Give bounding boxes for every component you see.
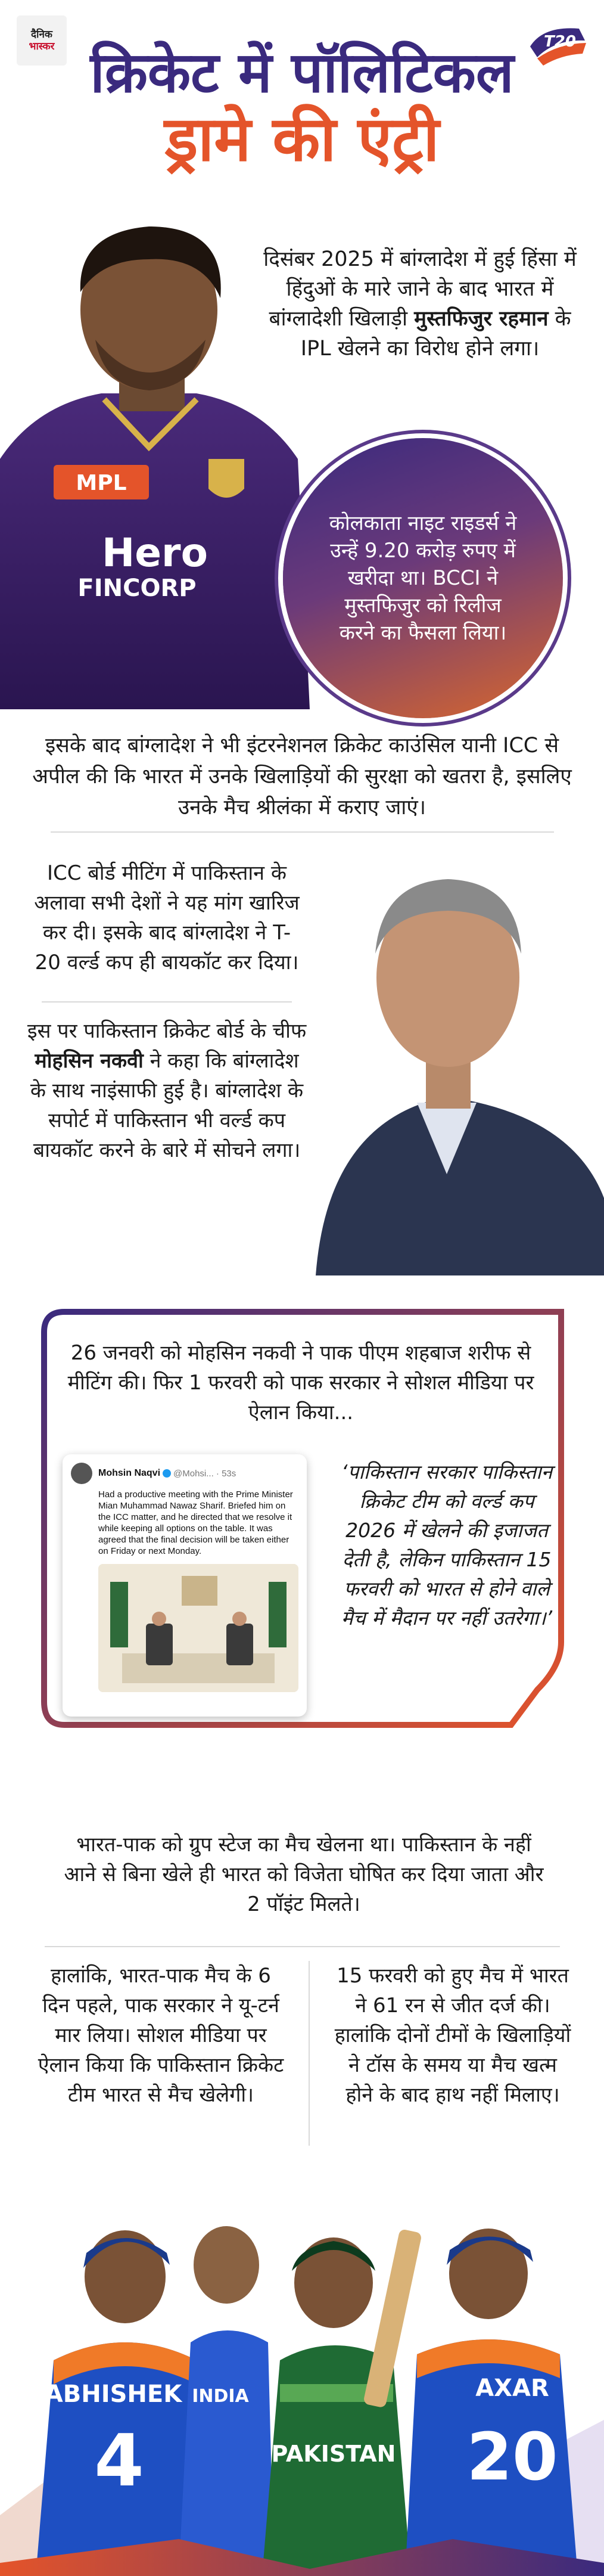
title-line-1: क्रिकेट में पॉलिटिकल bbox=[90, 41, 514, 105]
meeting-photo-illustration bbox=[98, 1564, 298, 1692]
divider-1 bbox=[51, 831, 554, 833]
naqvi-name: मोहसिन नकवी bbox=[35, 1049, 144, 1073]
jersey-sponsor-fincorp: FINCORP bbox=[77, 575, 197, 602]
verified-badge-icon bbox=[163, 1469, 171, 1478]
tweet-meeting-photo[interactable] bbox=[98, 1564, 298, 1692]
logo-line-2: भास्कर bbox=[29, 41, 55, 52]
team-name-india: INDIA bbox=[192, 2386, 249, 2407]
jersey-sponsor-mpl: MPL bbox=[76, 471, 127, 495]
u-turn-paragraph: हालांकि, भारत-पाक मैच के 6 दिन पहले, पाक सरकार ने यू-टर्न मार लिया। सोशल मीडिया पर ऐलान किया कि पाकिस्तान क्रिकेट टीम भारत से मैच खेलेगी। bbox=[38, 1964, 284, 2107]
board-meeting-paragraph: ICC बोर्ड मीटिंग में पाकिस्तान के अलावा सभी देशों ने यह मांग खारिज कर दी। इसके बाद बांग्लादेश ने T-20 वर्ल्ड कप ही बायकॉट कर दिया। bbox=[34, 861, 300, 974]
t20-badge-text: T20 bbox=[544, 33, 576, 51]
tweet-avatar[interactable] bbox=[71, 1463, 92, 1484]
mohsin-naqvi-photo bbox=[292, 840, 604, 1275]
divider-2 bbox=[42, 1001, 292, 1003]
player-name-axar: AXAR bbox=[475, 2375, 549, 2402]
logo-line-1: दैनिक bbox=[31, 29, 52, 41]
player-number-4: 4 bbox=[94, 2420, 144, 2503]
kkr-callout-text: कोलकाता नाइट राइडर्स ने उन्हें 9.20 करोड़ रुपए में खरीदा था। BCCI ने मुस्तफिजुर को रिलीज करने का फैसला लिया। bbox=[329, 511, 517, 645]
jersey-sponsor-hero: Hero bbox=[102, 530, 208, 576]
meeting-paragraph: 26 जनवरी को मोहसिन नकवी ने पाक पीएम शहबाज शरीफ से मीटिंग की। फिर 1 फरवरी को पाक सरकार ने सोशल मीडिया पर ऐलान किया... bbox=[67, 1341, 534, 1424]
naqvi-paragraph bbox=[24, 1016, 310, 1165]
group-stage-paragraph: भारत-पाक को ग्रुप स्टेज का मैच खेलना था। पाकिस्तान के नहीं आने से बिना खेले ही भारत को विजेता घोषित कर दिया जाता और 2 पॉइंट मिलते। bbox=[64, 1833, 544, 1916]
tweet-body: Had a productive meeting with the Prime Minister Mian Muhammad Nawaz Sharif. Briefed him on the ICC matter, and he directed that we resolve it while keeping all options on the table. It was agreed that the final decision will be taken either on Friday or next Monday. bbox=[98, 1489, 293, 1556]
naqvi-pre: इस पर पाकिस्तान क्रिकेट बोर्ड के चीफ bbox=[27, 1019, 307, 1043]
team-name-pakistan: PAKISTAN bbox=[271, 2441, 396, 2467]
players-photo bbox=[0, 2205, 604, 2576]
tweet-handle: @Mohsi... · 53s bbox=[173, 1468, 236, 1479]
intro-post: के IPL खेलने का विरोध होने लगा। bbox=[300, 307, 571, 361]
column-divider bbox=[309, 1961, 310, 2146]
player-number-20: 20 bbox=[466, 2419, 558, 2495]
tweet-card[interactable] bbox=[63, 1454, 307, 1717]
government-statement-quote: ‘पाकिस्तान सरकार पाकिस्तान क्रिकेट टीम को वर्ल्ड कप 2026 में खेलने की इजाजत देती है, लेकिन पाकिस्तान 15 फरवरी को भारत से होने वाले मैच में मैदान पर नहीं उतरेगा।’ bbox=[341, 1460, 553, 1630]
divider-3 bbox=[45, 1946, 560, 1947]
icc-appeal-paragraph: इसके बाद बांग्लादेश ने भी इंटरनेशनल क्रिकेट काउंसिल यानी ICC से अपील की कि भारत में उनके खिलाड़ियों की सुरक्षा को खतरा है, इसलिए उनके मैच श्रीलंका में कराए जाएं। bbox=[32, 734, 572, 820]
match-result-paragraph: 15 फरवरी को हुए मैच में भारत ने 61 रन से जीत दर्ज की। हालांकि दोनों टीमों के खिलाड़ियों ने टॉस के समय या मैच खत्म होने के बाद हाथ नहीं मिलाए। bbox=[334, 1964, 571, 2107]
kkr-callout-circle bbox=[283, 438, 563, 718]
intro-player-name: मुस्तफिजुर रहमान bbox=[414, 307, 549, 331]
page-title bbox=[0, 42, 604, 174]
title-line-2: ड्रामे की एंट्री bbox=[164, 103, 440, 176]
naqvi-post: ने कहा कि बांग्लादेश के साथ नाइंसाफी हुई है। बांग्लादेश के सपोर्ट में पाकिस्तान भी वर्ल्ड कप बायकॉट करने के बारे में सोचने लगा। bbox=[30, 1049, 304, 1162]
intro-paragraph bbox=[253, 244, 587, 364]
player-name-abhishek: ABHISHEK bbox=[44, 2381, 182, 2408]
intro-pre: दिसंबर 2025 में बांग्लादेश में हुई हिंसा में हिंदुओं के मारे जाने के बाद भारत में बांग्लादेशी खिलाड़ी bbox=[263, 247, 577, 331]
tweet-header bbox=[63, 1454, 307, 1486]
tweet-author-name[interactable]: Mohsin Naqvi bbox=[98, 1468, 161, 1478]
